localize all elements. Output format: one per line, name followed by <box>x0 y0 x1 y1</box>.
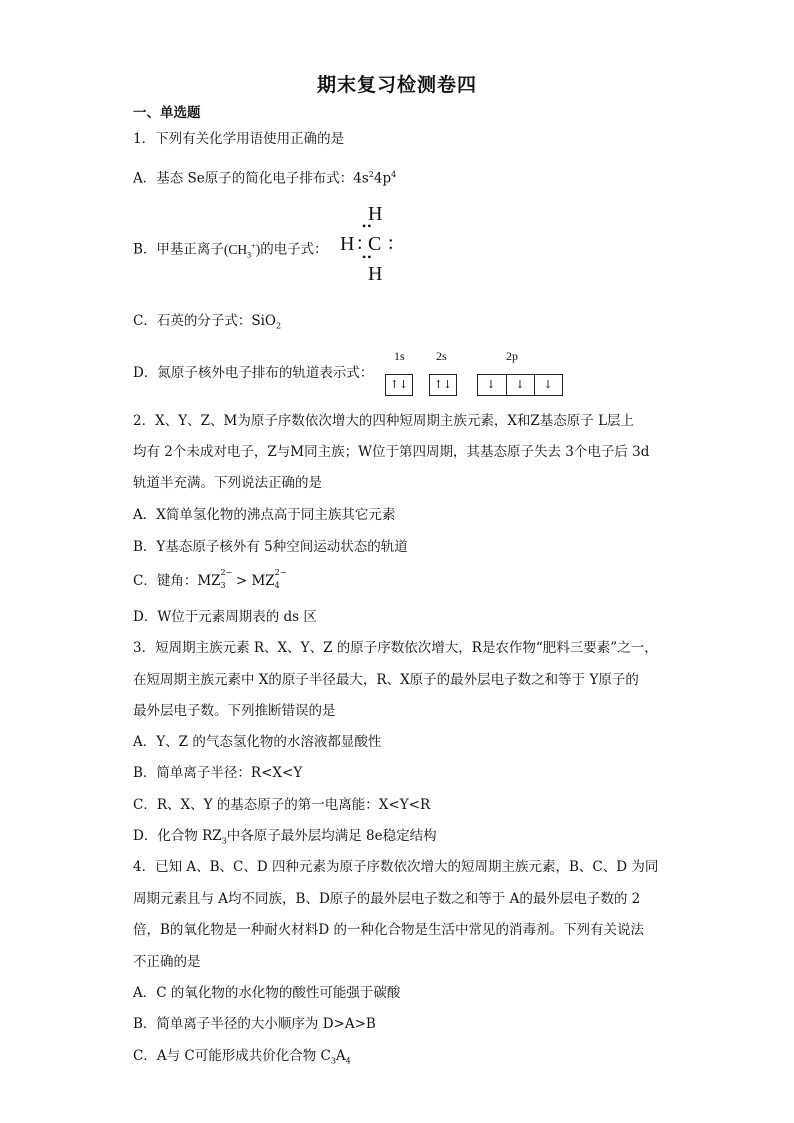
orbital-label-2p: 2p <box>506 349 518 363</box>
q1-option-c: C．石英的分子式：SiO$_2$ <box>133 313 282 331</box>
orbital-cell: ↓ <box>534 375 561 395</box>
lewis-lone-dots-right: : <box>388 232 394 254</box>
q3-option-c: C．R、X、Y 的基态原子的第一电离能：X<Y<R <box>133 797 431 813</box>
q2-stem-line-3: 轨道半充满。下列说法正确的是 <box>133 475 322 491</box>
q2-stem-line-1: 2．X、Y、Z、M为原子序数依次增大的四种短周期主族元素，X和Z基态原子 L层上 <box>133 413 635 429</box>
q3-option-d: D．化合物 $RZ_3$中各原子最外层均满足 8e稳定结构 <box>133 828 437 846</box>
orbital-label-2s: 2s <box>436 349 447 363</box>
q2-stem-line-2: 均有 2个未成对电子，Z与M同主族；W位于第四周期，其基态原子失去 3个电子后 3d <box>133 444 650 460</box>
q3-option-a: A．Y、Z 的气态氢化物的水溶液都显酸性 <box>133 734 382 750</box>
section-heading: 一、单选题 <box>133 105 201 121</box>
lewis-bond-dots-left: : <box>357 232 363 254</box>
orbital-cell: ↓ <box>486 378 496 391</box>
q4-stem-line-3: 倍，B的氧化物是一种耐火材料D 的一种化合物是生活中常见的消毒剂。下列有关说法 <box>133 922 645 938</box>
q3-option-b: B．简单离子半径：R<X<Y <box>133 765 303 781</box>
q1-stem: 1．下列有关化学用语使用正确的是 <box>133 131 345 147</box>
q2-option-d: D．W位于元素周期表的 ds 区 <box>133 609 317 625</box>
lewis-h-bottom: H <box>368 263 383 285</box>
lewis-bond-dots-top: •• <box>362 219 373 233</box>
methyl-cation-lewis-structure <box>335 203 405 287</box>
orbital-cell: ↑↓ <box>433 378 453 391</box>
q1-option-a: A．基态 Se原子的简化电子排布式：$4s^24p^4$ <box>133 170 397 187</box>
q2-option-a: A．X简单氢化物的沸点高于同主族其它元素 <box>133 507 396 523</box>
lewis-h-left: H <box>340 233 355 255</box>
lewis-bond-dots-bottom: •• <box>362 250 373 264</box>
orbital-cell: ↓ <box>506 375 533 395</box>
q1-option-d: D．氮原子核外电子排布的轨道表示式： <box>133 365 374 381</box>
orbital-cell: ↑↓ <box>389 378 409 391</box>
q4-option-b: B．简单离子半径的大小顺序为 D>A>B <box>133 1016 376 1032</box>
lewis-c-center: C <box>368 233 382 255</box>
q3-stem-line-2: 在短周期主族元素中 X的原子半径最大，R、X原子的最外层电子数之和等于 Y原子的 <box>133 672 639 688</box>
orbital-box-2s <box>429 374 457 396</box>
q4-stem-line-1: 4．已知 A、B、C、D 四种元素为原子序数依次增大的短周期主族元素，B、C、D 为同 <box>133 859 659 875</box>
q1-option-b: B．甲基正离子$(CH_3^+)$的电子式： <box>133 241 328 260</box>
q4-option-c: C．A与 C可能形成共价化合物 $C_3A_4$ <box>133 1048 351 1066</box>
q2-option-c: C．键角：MZ 2− 3 > MZ 2− 4 <box>133 568 287 590</box>
q4-stem-line-2: 周期元素且与 A均不同族，B、D原子的最外层电子数之和等于 A的最外层电子数的 2 <box>133 891 641 907</box>
q3-stem-line-3: 最外层电子数。下列推断错误的是 <box>133 703 336 719</box>
q3-stem-line-1: 3．短周期主族元素 R、X、Y、Z 的原子序数依次增大，R是农作物“肥料三要素”之一， <box>133 640 658 656</box>
orbital-label-1s: 1s <box>394 349 405 363</box>
lewis-h-top: H <box>368 203 383 225</box>
page-title: 期末复习检测卷四 <box>316 74 477 96</box>
orbital-box-1s <box>385 374 413 396</box>
orbital-box-2p <box>477 374 563 396</box>
q4-stem-line-4: 不正确的是 <box>133 954 201 970</box>
q4-option-a: A．C 的氧化物的水化物的酸性可能强于碳酸 <box>133 985 401 1001</box>
q2-option-b: B．Y基态原子核外有 5种空间运动状态的轨道 <box>133 539 408 555</box>
